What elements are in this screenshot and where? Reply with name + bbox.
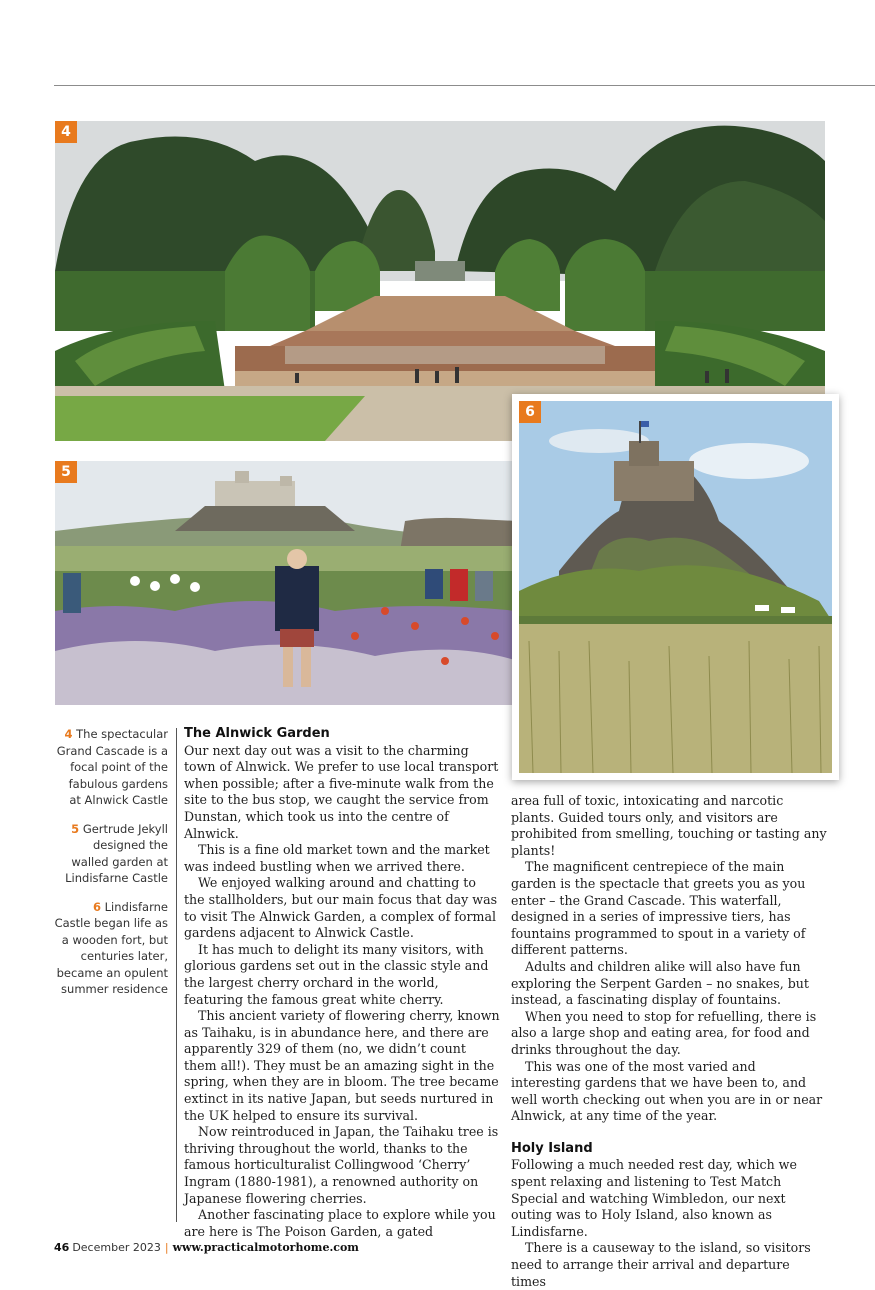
paragraph: Our next day out was a visit to the charming town of Alnwick. We prefer to use local transport when possible; after a five-minute walk from the site to the bus stop, we caught the service from Dunstan, which took us into the centre of Alnwick. bbox=[184, 742, 499, 841]
grand-cascade-illustration bbox=[55, 121, 825, 441]
paragraph: We enjoyed walking around and chatting to the stallholders, but our main focus that day was to visit The Alnwick Garden, a complex of formal gardens adjacent to Alnwick Castle. bbox=[184, 875, 498, 941]
lindisfarne-illustration bbox=[519, 401, 832, 773]
paragraph: Adults and children alike will also have fun exploring the Serpent Garden – no snakes, but instead, a fascinating display of fountains. bbox=[511, 958, 809, 1008]
website-link[interactable]: www.practicalmotorhome.com bbox=[172, 1241, 359, 1254]
issue-date: December 2023 bbox=[72, 1241, 161, 1254]
heading-alnwick-garden: The Alnwick Garden bbox=[184, 726, 330, 741]
photo-lindisfarne-castle bbox=[519, 401, 832, 773]
top-rule bbox=[54, 85, 875, 86]
paragraph: This was one of the most varied and interesting gardens that we have been to, and well worth checking out when you are in or near Alnwick, at any time of the year. bbox=[511, 1058, 823, 1124]
paragraph: area full of toxic, intoxicating and narcotic plants. Guided tours only, and visitors are prohibited from smelling, touching or tasting any plants! bbox=[511, 793, 827, 858]
caption-6: 6 Lindisfarne Castle began life as a wooden fort, but centuries later, became an opulent summer residence bbox=[54, 899, 168, 996]
footer-separator: | bbox=[164, 1241, 169, 1254]
heading-holy-island: Holy Island bbox=[511, 1140, 593, 1156]
photo-frame-lindisfarne bbox=[512, 394, 839, 780]
photo-captions bbox=[54, 726, 168, 1010]
article-column-2 bbox=[511, 793, 827, 1290]
photo-grand-cascade bbox=[55, 121, 825, 441]
paragraph: There is a causeway to the island, so visitors need to arrange their arrival and departure times bbox=[511, 1240, 811, 1289]
photo-badge-4: 4 bbox=[55, 121, 77, 143]
paragraph: Following a much needed rest day, which we spent relaxing and listening to Test Match Special and watching Wimbledon, our next outing was to Holy Island, also known as Lindisfarne. bbox=[511, 1157, 797, 1239]
walled-garden-illustration bbox=[55, 461, 518, 705]
paragraph: It has much to delight its many visitors, with glorious gardens set out in the classic style and the largest cherry orchard in the world, featuring the famous great white cherry. bbox=[184, 941, 489, 1007]
page-number: 46 bbox=[54, 1241, 70, 1254]
paragraph: Now reintroduced in Japan, the Taihaku tree is thriving throughout the world, thanks to the famous horticulturalist Collingwood ‘Cherry’ Ingram (1880-1981), a renowned authority on Japanese flowering cherries. bbox=[184, 1124, 499, 1206]
paragraph: The magnificent centrepiece of the main garden is the spectacle that greets you as you enter – the Grand Cascade. This waterfall, designed in a series of impressive tiers, has fountains programmed to spout in a variety of different patterns. bbox=[511, 859, 806, 958]
paragraph: This ancient variety of flowering cherry, known as Taihaku, is in abundance here, and there are apparently 329 of them (no, we didn’t count them all!). They must be an amazing sight in the spring, when they are in bloom. The tree became extinct in its native Japan, but seeds nurtured in the UK helped to ensure its survival. bbox=[184, 1008, 500, 1123]
caption-4: 4 The spectacular Grand Cascade is a focal point of the fabulous gardens at Alnwick Castle bbox=[56, 727, 168, 807]
paragraph: Another fascinating place to explore while you are here is The Poison Garden, a gated bbox=[184, 1207, 496, 1239]
photo-badge-6: 6 bbox=[519, 401, 541, 423]
paragraph: When you need to stop for refuelling, there is also a large shop and eating area, for food and drinks throughout the day. bbox=[511, 1008, 817, 1057]
article-column-1 bbox=[184, 726, 500, 1240]
page-footer bbox=[54, 1241, 359, 1255]
caption-5: 5 Gertrude Jekyll designed the walled garden at Lindisfarne Castle bbox=[65, 821, 168, 885]
column-divider bbox=[176, 728, 177, 1222]
photo-badge-5: 5 bbox=[55, 461, 77, 483]
photo-walled-garden bbox=[55, 461, 518, 705]
paragraph: This is a fine old market town and the market was indeed bustling when we arrived there. bbox=[184, 842, 490, 874]
